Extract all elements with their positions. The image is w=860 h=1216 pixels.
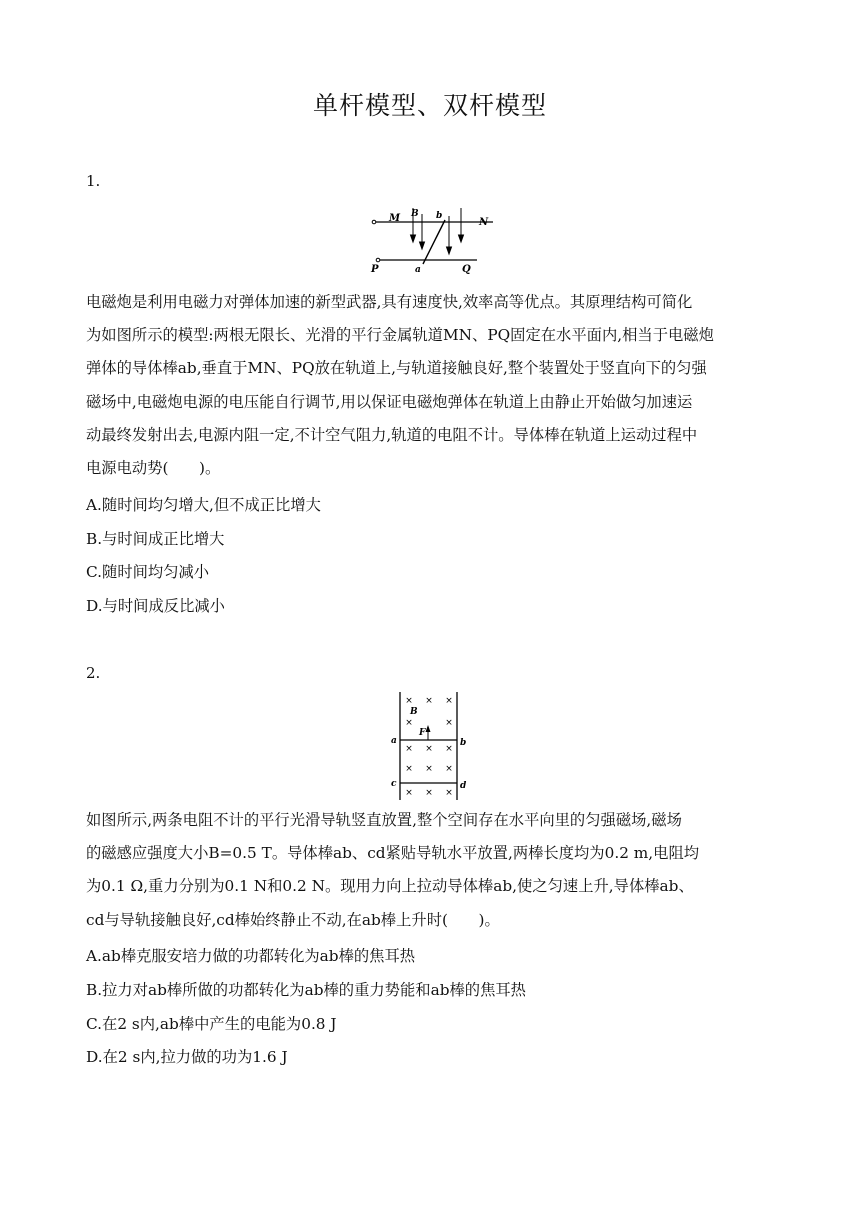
fig2-label-b: b: [460, 738, 467, 748]
stem-line: 的磁感应强度大小B=0.5 T。导体棒ab、cd紧贴导轨水平放置,两棒长度均为0.2 m,电阻均: [86, 844, 700, 863]
stem-line: 磁场中,电磁炮电源的电压能自行调节,用以保证电磁炮弹体在轨道上由静止开始做匀加速运: [86, 392, 693, 411]
page-title: 单杆模型、双杆模型: [312, 91, 547, 120]
fig2-label-a: a: [391, 736, 397, 746]
fig2-label-B: B: [410, 707, 418, 717]
field-cross: ×: [425, 788, 433, 798]
question-2-figure: [390, 690, 480, 802]
question-1-option-b: B.与时间成正比增大: [86, 530, 225, 548]
question-1-option-d: D.与时间成反比减小: [86, 597, 225, 615]
question-2-option-d: D.在2 s内,拉力做的功为1.6 J: [86, 1048, 288, 1066]
question-1-number: 1.: [86, 172, 101, 190]
stem-line: 动最终发射出去,电源内阻一定,不计空气阻力,轨道的电阻不计。导体棒在轨道上运动过程中: [86, 425, 698, 444]
fig1-label-M: M: [389, 213, 401, 224]
stem-line: 弹体的导体棒ab,垂直于MN、PQ放在轨道上,与轨道接触良好,整个装置处于竖直向下的匀强: [86, 359, 707, 378]
field-cross: ×: [405, 696, 413, 706]
field-cross: ×: [445, 764, 453, 774]
field-cross: ×: [445, 696, 453, 706]
fig1-label-B: B: [411, 209, 419, 219]
fig1-label-b: b: [436, 211, 443, 221]
field-cross: ×: [405, 744, 413, 754]
field-cross: ×: [425, 696, 433, 706]
field-cross: ×: [405, 718, 413, 728]
field-cross: ×: [445, 718, 453, 728]
stem-line: 如图所示,两条电阻不计的平行光滑导轨竖直放置,整个空间存在水平向里的匀强磁场,磁场: [86, 811, 682, 829]
field-cross: ×: [425, 744, 433, 754]
stem-line: 为0.1 Ω,重力分别为0.1 N和0.2 N。现用力向上拉动导体棒ab,使之匀速上升,导体棒ab、: [86, 877, 694, 896]
question-1-stem: [86, 286, 786, 485]
question-2-stem: [86, 804, 786, 937]
field-cross: ×: [405, 788, 413, 798]
question-2-option-c: C.在2 s内,ab棒中产生的电能为0.8 J: [86, 1015, 337, 1033]
fig1-label-P: P: [371, 264, 379, 275]
stem-line: 电源电动势( )。: [86, 459, 221, 478]
stem-line: cd与导轨接触良好,cd棒始终静止不动,在ab棒上升时( )。: [86, 910, 500, 929]
question-2-option-a: A.ab棒克服安培力做的功都转化为ab棒的焦耳热: [86, 947, 416, 965]
field-cross: ×: [425, 764, 433, 774]
stem-line: 为如图所示的模型:两根无限长、光滑的平行金属轨道MN、PQ固定在水平面内,相当于电磁炮: [86, 326, 714, 345]
fig1-label-Q: Q: [462, 264, 471, 275]
stem-line: 电磁炮是利用电磁力对弹体加速的新型武器,具有速度快,效率高等优点。其原理结构可简化: [86, 293, 693, 311]
question-1-figure: [365, 200, 495, 280]
fig1-label-a: a: [415, 265, 421, 275]
fig2-label-c: c: [391, 779, 397, 789]
field-cross: ×: [445, 788, 453, 798]
question-1-option-c: C.随时间均匀减小: [86, 563, 210, 581]
question-2-option-b: B.拉力对ab棒所做的功都转化为ab棒的重力势能和ab棒的焦耳热: [86, 981, 526, 999]
question-1-option-a: A.随时间均匀增大,但不成正比增大: [86, 496, 321, 514]
question-2-number: 2.: [86, 664, 101, 682]
field-cross: ×: [405, 764, 413, 774]
fig2-label-d: d: [460, 781, 467, 791]
fig2-label-F: F: [419, 728, 426, 738]
fig1-label-N: N: [479, 217, 489, 228]
field-cross: ×: [445, 744, 453, 754]
